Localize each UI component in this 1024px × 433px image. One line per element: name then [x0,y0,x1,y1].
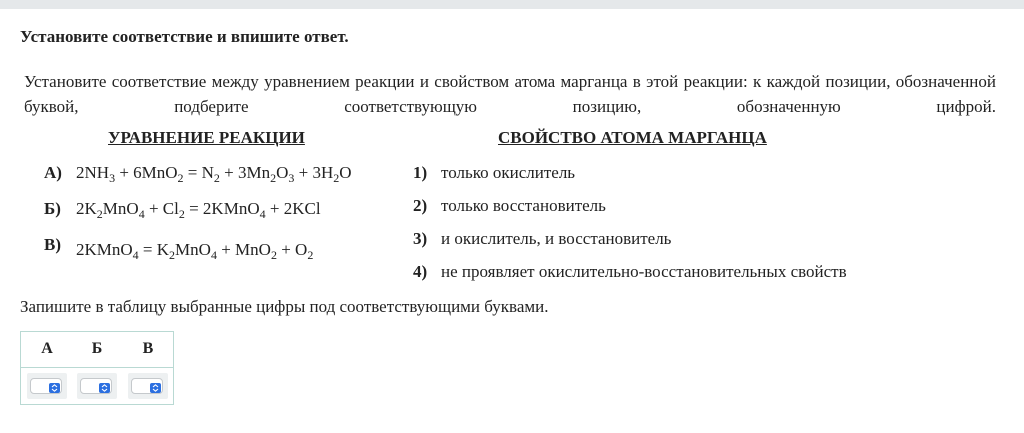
option-4 [413,262,847,282]
task-description: Установите соответствие между уравнением реакции и свойством атома марганца в этой реакции: к каждой позиции, обозначенной буквой, подберите соответствующую позицию, обозначенную цифрой. [24,72,996,116]
top-bar [0,0,1024,9]
table-divider [21,367,173,368]
option-text: только восстановитель [441,196,606,215]
reaction-v [44,235,314,262]
task-title: Установите соответствие и впишите ответ. [20,27,349,46]
option-2 [413,196,606,216]
answer-header-b: Б [91,340,103,357]
updown-chevron-icon [49,380,60,398]
reaction-letter: Б) [44,199,61,218]
option-number: 1) [413,163,428,182]
reaction-equation: 2KMnO$_4$ = $K_2MnO_4 + MnO_2 + O_2$ [76,240,314,262]
reaction-b [44,199,321,221]
updown-chevron-icon [99,380,110,398]
option-text: и окислитель, и восстановитель [441,229,672,248]
option-3 [413,229,672,249]
updown-chevron-icon [150,380,161,398]
reaction-letter: В) [44,235,61,254]
option-number: 3) [413,229,428,248]
answer-header-a: А [41,340,53,357]
option-1 [413,163,576,183]
option-number: 4) [413,262,428,281]
option-number: 2) [413,196,428,215]
reaction-equation: $2K_2MnO_4 + Cl_2$ = 2KMnO$_4$ + 2KCl [76,199,321,221]
option-text: только окислитель [441,163,576,182]
reactions-column-header: УРАВНЕНИЕ РЕАКЦИИ [108,128,305,147]
answer-header-v: В [142,340,154,357]
reaction-a [44,163,352,185]
properties-column-header: СВОЙСТВО АТОМА МАРГАНЦА [498,128,767,147]
answer-instruction: Запишите в таблицу выбранные цифры под соответствующими буквами. [20,297,549,316]
reaction-letter: А) [44,163,62,182]
reaction-equation: $2NH_3 + 6MnO_2 = N_2 + 3Mn_2O_3 + 3H_2O$ [76,163,352,185]
answer-table [20,331,174,405]
option-text: не проявляет окислительно-восстановительных свойств [441,262,847,281]
